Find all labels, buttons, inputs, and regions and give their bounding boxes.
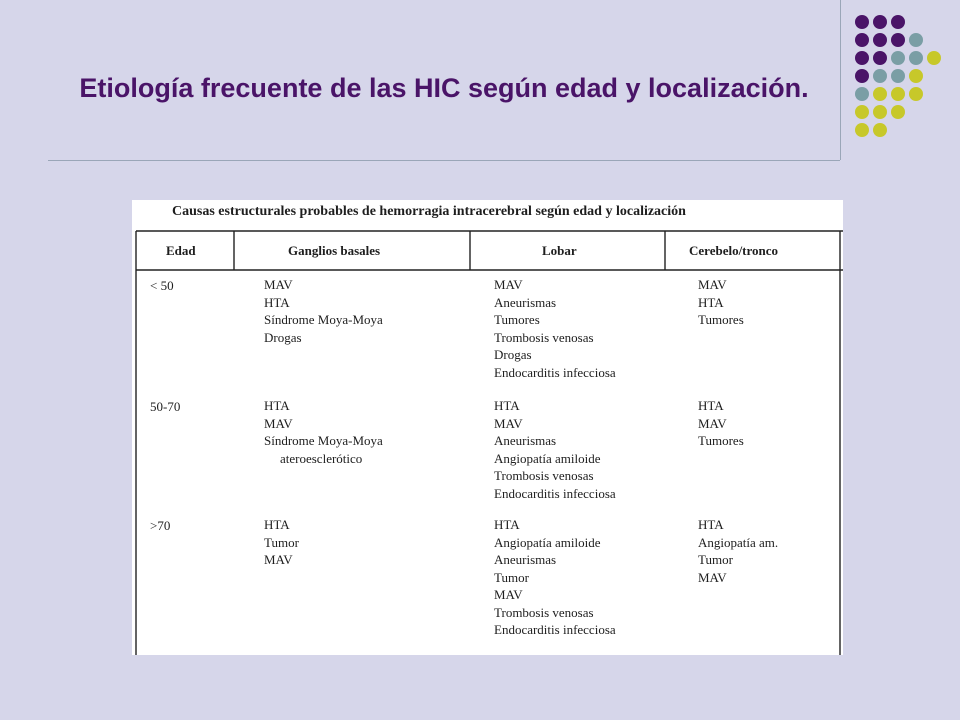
- decorative-dot: [855, 123, 869, 137]
- decorative-dot: [855, 33, 869, 47]
- row-age: 50-70: [150, 399, 181, 414]
- cell-line: MAV: [698, 569, 727, 585]
- row-age: < 50: [150, 278, 174, 293]
- decorative-dot: [927, 51, 941, 65]
- cell-ganglios: [264, 516, 299, 569]
- cell-line: Trombosis venosas: [494, 329, 594, 345]
- cell-line: Tumores: [494, 312, 540, 327]
- header-lobar: Lobar: [542, 243, 577, 258]
- cell-line: HTA: [698, 294, 724, 310]
- decorative-dot: [891, 51, 905, 65]
- decorative-dot: [873, 123, 887, 137]
- cell-line: ateroesclerótico: [280, 450, 363, 466]
- decorative-dot: [909, 87, 923, 101]
- decorative-dot: [855, 15, 869, 29]
- decorative-dot: [873, 33, 887, 47]
- cell-ganglios: [264, 276, 383, 346]
- cell-line: HTA: [494, 517, 520, 532]
- decorative-dot: [873, 87, 887, 101]
- cell-line: Angiopatía amiloide: [494, 534, 601, 550]
- decorative-dot: [891, 33, 905, 47]
- cell-line: Angiopatía amiloide: [494, 450, 601, 466]
- cell-cerebelo: [698, 397, 744, 450]
- cell-line: MAV: [698, 277, 727, 292]
- header-ganglios-basales: Ganglios basales: [288, 243, 381, 258]
- cell-line: Tumor: [264, 534, 299, 550]
- cell-ganglios: [264, 397, 383, 467]
- cell-line: Trombosis venosas: [494, 604, 594, 620]
- header-edad: Edad: [166, 243, 196, 258]
- title-underline: [48, 160, 840, 161]
- cell-lobar: [494, 276, 616, 381]
- decorative-dot: [855, 87, 869, 101]
- decorative-dot: [909, 51, 923, 65]
- cell-line: HTA: [264, 294, 290, 310]
- cell-line: MAV: [494, 415, 523, 431]
- cell-line: HTA: [264, 398, 290, 413]
- cell-line: HTA: [698, 517, 724, 532]
- cell-line: Angiopatía am.: [698, 534, 779, 550]
- slide-title: Etiología frecuente de las HIC según edad y localización.: [79, 73, 809, 103]
- cell-cerebelo: [698, 516, 778, 586]
- decorative-dot: [873, 105, 887, 119]
- cell-line: Endocarditis infecciosa: [494, 622, 616, 637]
- cell-line: Trombosis venosas: [494, 468, 594, 483]
- cell-line: Aneurismas: [494, 294, 557, 310]
- cell-lobar: [494, 516, 616, 639]
- cell-line: MAV: [698, 415, 727, 431]
- decorative-dot: [873, 69, 887, 83]
- cell-line: Drogas: [494, 347, 532, 362]
- cell-line: Tumor: [698, 552, 733, 567]
- cell-line: MAV: [264, 277, 293, 292]
- decorative-dot: [909, 33, 923, 47]
- cell-line: HTA: [264, 517, 290, 532]
- cell-line: Tumor: [494, 569, 529, 585]
- cell-line: MAV: [264, 415, 293, 431]
- cell-line: Síndrome Moya-Moya: [264, 433, 383, 448]
- decorative-dot: [855, 51, 869, 65]
- cell-line: Drogas: [264, 329, 302, 345]
- decorative-dot: [873, 51, 887, 65]
- decorative-dot: [855, 105, 869, 119]
- cell-line: Endocarditis infecciosa: [494, 485, 616, 501]
- cell-cerebelo: [698, 276, 744, 329]
- scanned-table-image: [132, 200, 843, 655]
- cell-line: Síndrome Moya-Moya: [264, 312, 383, 327]
- cell-line: HTA: [494, 398, 520, 413]
- decorative-dot: [891, 15, 905, 29]
- cell-lobar: [494, 397, 616, 502]
- cell-line: Tumores: [698, 433, 744, 448]
- cell-line: Aneurismas: [494, 433, 557, 448]
- decorative-dot: [891, 87, 905, 101]
- vertical-divider: [840, 0, 841, 160]
- decorative-dot: [873, 15, 887, 29]
- header-cerebelo-tronco: Cerebelo/tronco: [689, 243, 779, 258]
- row-age: >70: [150, 518, 171, 533]
- decorative-dot: [909, 69, 923, 83]
- decorative-dot: [891, 69, 905, 83]
- decorative-dot: [855, 69, 869, 83]
- cell-line: MAV: [264, 552, 293, 567]
- cell-line: HTA: [698, 398, 724, 413]
- cell-line: MAV: [494, 587, 523, 602]
- cell-line: Tumores: [698, 312, 744, 327]
- cell-line: Endocarditis infecciosa: [494, 364, 616, 380]
- decorative-dot: [891, 105, 905, 119]
- cell-line: MAV: [494, 277, 523, 292]
- cell-line: Aneurismas: [494, 552, 557, 567]
- table-caption: Causas estructurales probables de hemorragia intracerebral según edad y localización: [172, 204, 686, 219]
